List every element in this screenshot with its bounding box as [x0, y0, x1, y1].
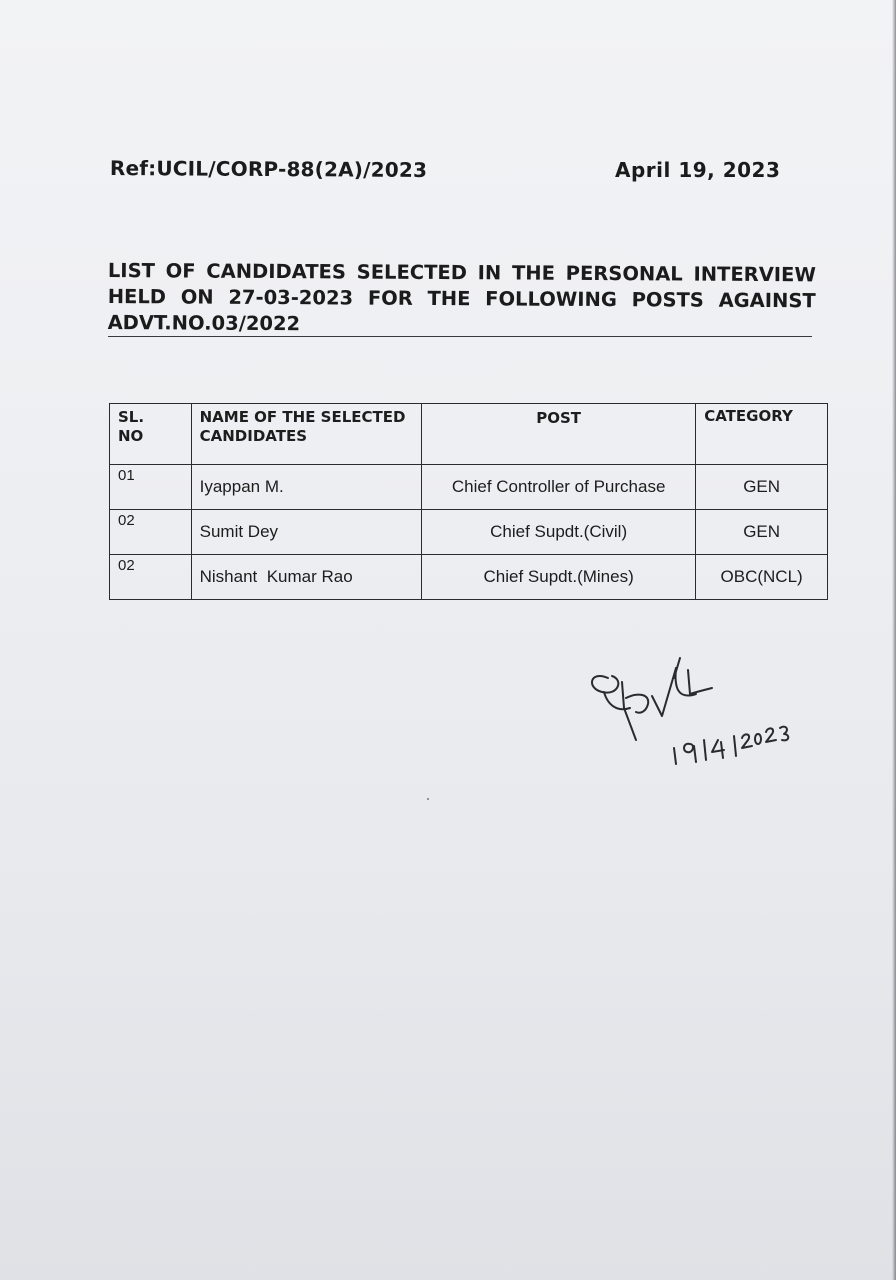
cell-name: [191, 510, 421, 555]
table-row: [110, 465, 828, 510]
cell-name-text: Sumit Dey: [199, 522, 279, 541]
header-post-label: POST: [536, 409, 582, 427]
cell-name: [191, 555, 421, 600]
cell-name: [191, 465, 421, 510]
cell-sl: [110, 510, 192, 555]
header-name: [191, 404, 421, 465]
header-category-label: CATEGORY: [704, 407, 793, 425]
cell-name-text: Iyappan M.: [199, 477, 284, 496]
header-category: [696, 404, 828, 465]
page-edge-shadow: [892, 0, 896, 1280]
table-row: [110, 555, 828, 600]
cell-category: [696, 465, 828, 510]
table-header-row: [110, 404, 828, 465]
cell-post-text: Chief Supdt.(Civil): [490, 522, 628, 541]
header-sl-line2: NO: [118, 427, 144, 445]
cell-category-text: GEN: [743, 522, 781, 541]
table-row: [110, 510, 828, 555]
cell-post: [422, 465, 696, 510]
document-date: April 19, 2023: [615, 158, 781, 182]
header-sl-line1: SL.: [118, 408, 145, 426]
cell-sl-text: 02: [118, 512, 135, 529]
cell-name-text: Nishant Kumar Rao: [199, 567, 353, 586]
cell-post-text: Chief Supdt.(Mines): [483, 567, 634, 586]
cell-category-text: OBC(NCL): [720, 567, 803, 586]
cell-post-text: Chief Controller of Purchase: [451, 477, 666, 496]
cell-post: [422, 510, 696, 555]
cell-category-text: GEN: [743, 477, 781, 496]
cell-post: [422, 555, 696, 600]
cell-sl: [110, 465, 192, 510]
cell-category: [696, 510, 828, 555]
heading-underline: [108, 336, 812, 337]
paper-speck: [427, 798, 429, 800]
header-name-line2: CANDIDATES: [199, 427, 308, 445]
cell-sl-text: 01: [118, 467, 135, 484]
header-sl-no: [110, 404, 192, 465]
reference-number: Ref:UCIL/CORP-88(2A)/2023: [109, 156, 428, 182]
cell-sl-text: 02: [118, 557, 135, 574]
signature-ink: [592, 658, 788, 764]
selected-candidates-table: [109, 403, 828, 600]
header-name-line1: NAME OF THE SELECTED: [199, 408, 406, 426]
document-heading: LIST OF CANDIDATES SELECTED IN THE PERSONAL INTERVIEW HELD ON 27-03-2023 FOR THE FOLLOWING POSTS AGAINST ADVT.NO.03/2022: [107, 258, 816, 336]
cell-category: [696, 555, 828, 600]
cell-sl: [110, 555, 192, 600]
header-post: [422, 404, 696, 465]
handwritten-signature: [578, 648, 798, 778]
